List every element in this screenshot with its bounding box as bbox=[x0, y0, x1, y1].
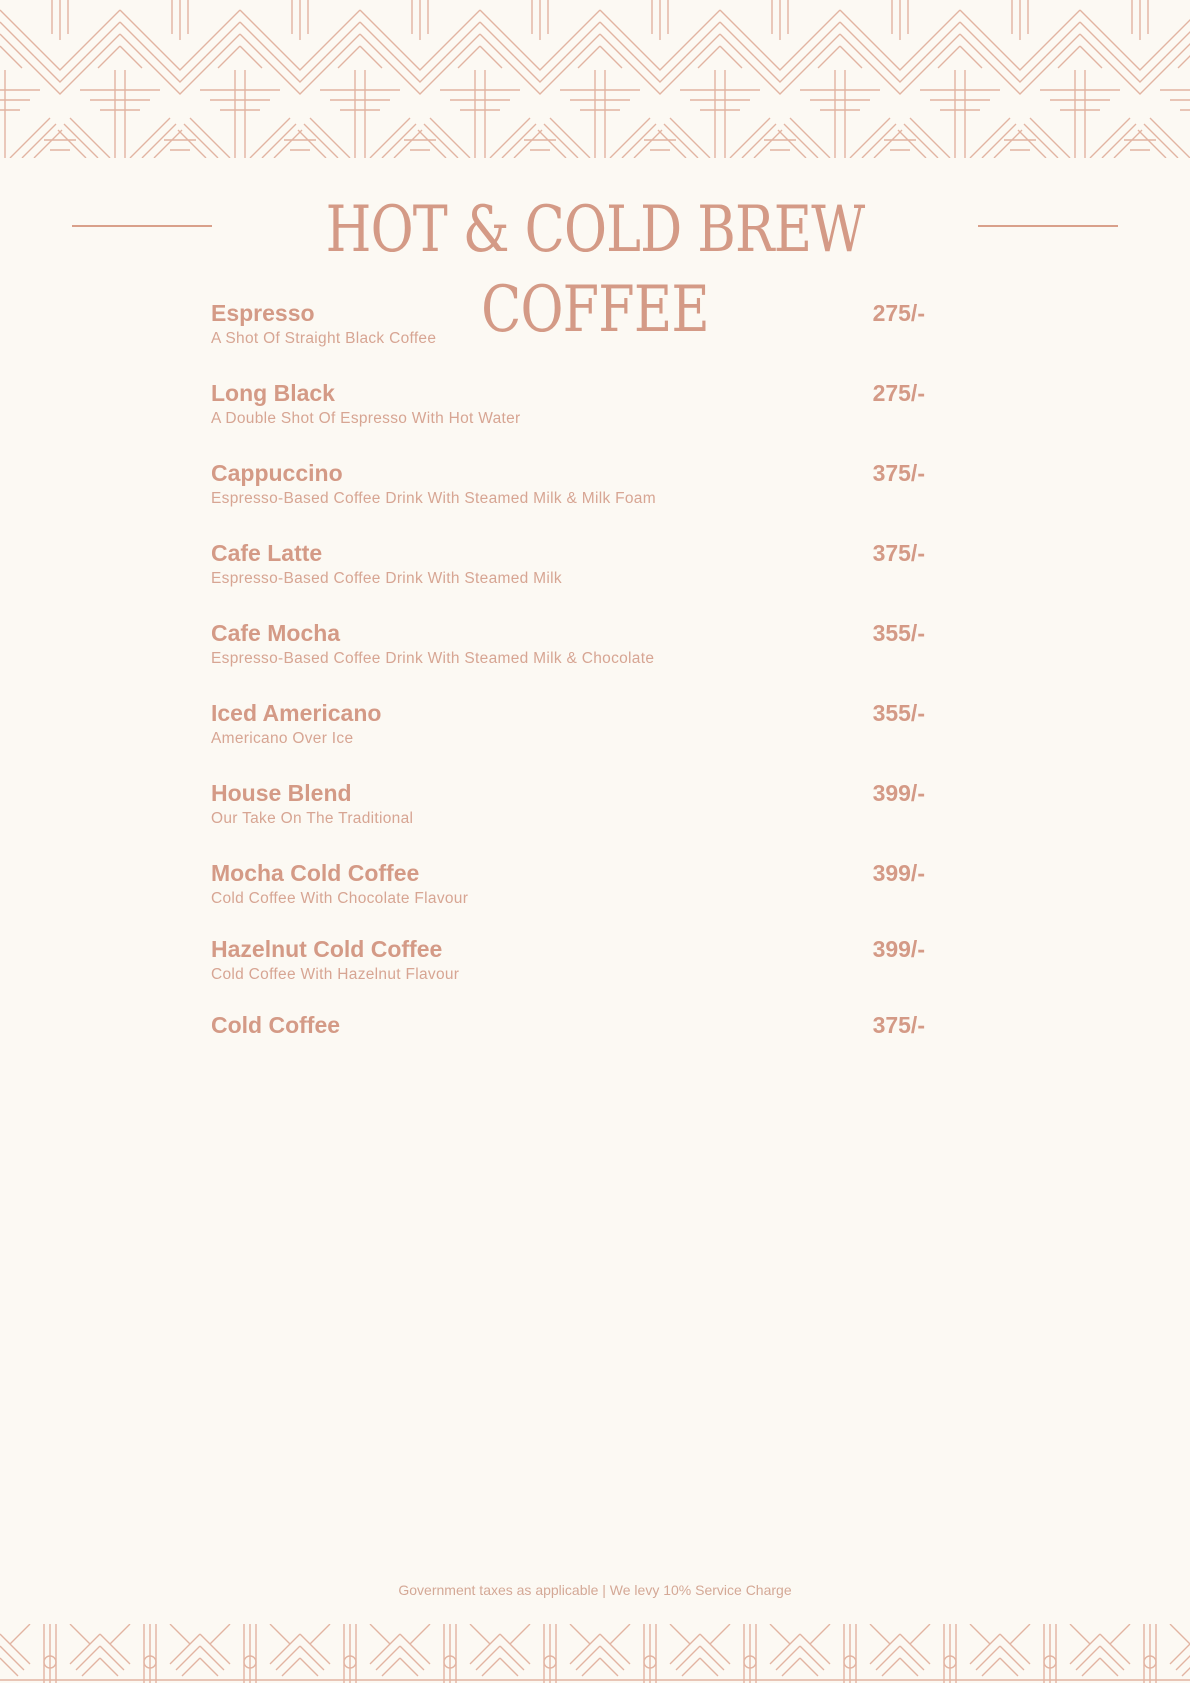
item-name: Mocha Cold Coffee bbox=[211, 860, 420, 886]
top-decorative-pattern bbox=[0, 0, 1190, 158]
item-name: Hazelnut Cold Coffee bbox=[211, 936, 443, 962]
title-divider-right bbox=[978, 225, 1118, 227]
menu-title: HOT & COLD BREW COFFEE bbox=[325, 193, 865, 347]
item-price: 399/- bbox=[872, 780, 925, 806]
item-name: Cappuccino bbox=[211, 460, 343, 486]
item-price: 355/- bbox=[872, 620, 925, 646]
item-price: 375/- bbox=[872, 540, 925, 566]
item-price: 275/- bbox=[872, 300, 925, 326]
item-description: A Shot Of Straight Black Coffee bbox=[211, 330, 437, 347]
item-price: 375/- bbox=[872, 1012, 925, 1038]
item-description: Cold Coffee With Chocolate Flavour bbox=[211, 890, 469, 907]
item-price: 399/- bbox=[872, 860, 925, 886]
title-divider-left bbox=[72, 225, 212, 227]
menu-item bbox=[211, 698, 925, 758]
item-name: Cafe Mocha bbox=[211, 620, 341, 646]
item-description: Our Take On The Traditional bbox=[211, 810, 414, 827]
item-description: Espresso-Based Coffee Drink With Steamed Milk & Chocolate bbox=[211, 650, 655, 667]
menu-item bbox=[211, 934, 925, 994]
item-name: Espresso bbox=[211, 300, 315, 326]
item-name: Cafe Latte bbox=[211, 540, 323, 566]
item-name: House Blend bbox=[211, 780, 352, 806]
menu-item bbox=[211, 1010, 925, 1070]
item-name: Long Black bbox=[211, 380, 335, 406]
item-description: Americano Over Ice bbox=[211, 730, 354, 747]
item-description: Espresso-Based Coffee Drink With Steamed Milk bbox=[211, 570, 562, 587]
item-description: Espresso-Based Coffee Drink With Steamed Milk & Milk Foam bbox=[211, 490, 656, 507]
item-description: Cold Coffee With Hazelnut Flavour bbox=[211, 966, 460, 983]
menu-item bbox=[211, 538, 925, 598]
item-price: 399/- bbox=[872, 936, 925, 962]
bottom-decorative-pattern bbox=[0, 1624, 1190, 1683]
menu-item bbox=[211, 618, 925, 678]
menu-item bbox=[211, 858, 925, 918]
item-price: 375/- bbox=[872, 460, 925, 486]
item-name: Cold Coffee bbox=[211, 1012, 341, 1038]
item-price: 355/- bbox=[872, 700, 925, 726]
menu-item bbox=[211, 778, 925, 838]
item-description: A Double Shot Of Espresso With Hot Water bbox=[211, 410, 521, 427]
footer-note: Government taxes as applicable | We levy 10% Service Charge bbox=[398, 1582, 792, 1598]
menu-item bbox=[211, 298, 925, 358]
menu-item bbox=[211, 378, 925, 438]
item-name: Iced Americano bbox=[211, 700, 382, 726]
menu-item bbox=[211, 458, 925, 518]
item-price: 275/- bbox=[872, 380, 925, 406]
